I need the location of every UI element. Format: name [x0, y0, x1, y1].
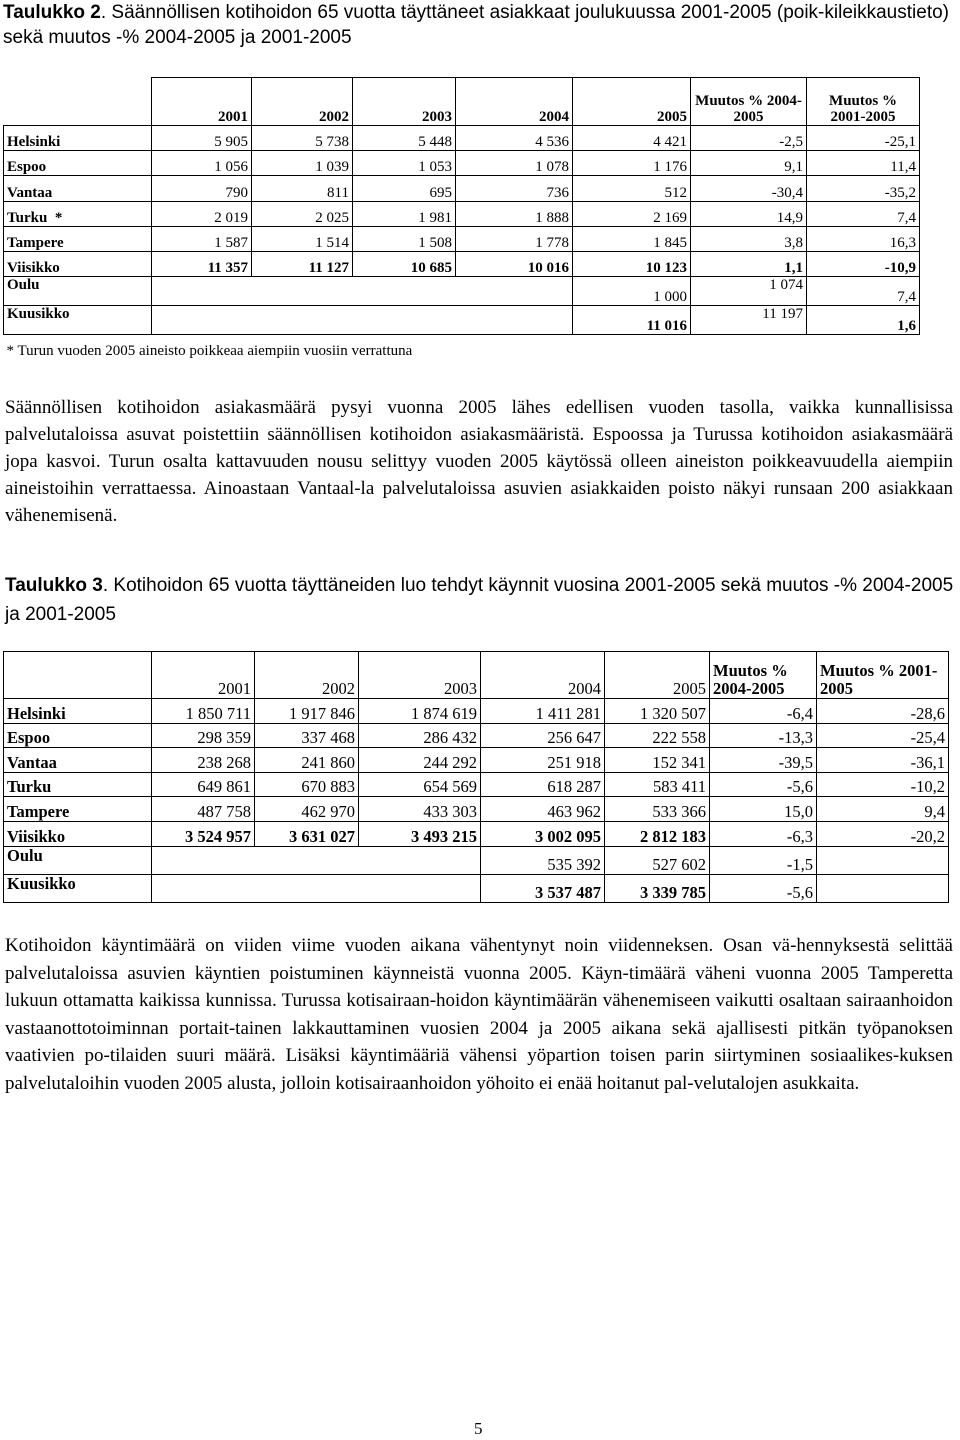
table-row — [4, 251, 920, 276]
cell-empty — [152, 277, 573, 306]
cell: 1 845 — [573, 226, 691, 251]
cell: 2 169 — [573, 201, 691, 226]
cell: 11 127 — [252, 251, 353, 276]
page-number: 5 — [474, 1419, 483, 1438]
table-row — [4, 821, 949, 846]
row-label: Oulu — [4, 277, 152, 306]
cell: 533 366 — [605, 797, 710, 822]
table1-caption-label: Taulukko 2 — [3, 2, 101, 23]
cell: -20,2 — [817, 821, 949, 846]
cell: 222 558 — [605, 723, 710, 748]
table-row — [4, 797, 949, 822]
cell: 618 287 — [481, 772, 605, 797]
cell: 3 493 215 — [359, 821, 481, 846]
cell: -5,6 — [710, 874, 817, 902]
cell: 2 025 — [252, 201, 353, 226]
table2-caption — [5, 571, 955, 629]
table-row — [4, 306, 920, 335]
cell: 1 850 711 — [152, 699, 255, 724]
table1-header-cell: Muutos % 2004-2005 — [691, 78, 807, 126]
table1-header-cell: Muutos % 2001-2005 — [807, 78, 920, 126]
table-row — [4, 699, 949, 724]
row-label: Espoo — [4, 723, 152, 748]
table-row — [4, 226, 920, 251]
cell-empty — [817, 874, 949, 902]
cell: 5 905 — [152, 126, 252, 151]
cell: 1 039 — [252, 151, 353, 176]
cell: 244 292 — [359, 748, 481, 773]
cell: 1 320 507 — [605, 699, 710, 724]
row-label: Vantaa — [4, 748, 152, 773]
cell: 7,4 — [807, 277, 920, 306]
cell: 1 917 846 — [255, 699, 359, 724]
cell: 10 685 — [353, 251, 456, 276]
table-row — [4, 151, 920, 176]
row-label: Oulu — [4, 846, 152, 874]
cell: 512 — [573, 176, 691, 201]
row-label: Tampere — [4, 797, 152, 822]
cell: 11 016 — [573, 306, 691, 335]
cell: -35,2 — [807, 176, 920, 201]
cell: -39,5 — [710, 748, 817, 773]
cell: -6,4 — [710, 699, 817, 724]
cell: 4 421 — [573, 126, 691, 151]
cell: 433 303 — [359, 797, 481, 822]
table1-header-cell: 2005 — [573, 78, 691, 126]
cell: 1 874 619 — [359, 699, 481, 724]
table2-header-row — [4, 652, 949, 699]
cell: 695 — [353, 176, 456, 201]
cell: 11,4 — [807, 151, 920, 176]
cell: 487 758 — [152, 797, 255, 822]
table2-header-cell: Muutos % 2004-2005 — [710, 652, 817, 699]
table-row — [4, 874, 949, 902]
cell: 11 197 — [691, 306, 807, 335]
cell: 4 536 — [456, 126, 573, 151]
row-label: Kuusikko — [4, 306, 152, 335]
cell: -13,3 — [710, 723, 817, 748]
table2-header-cell: 2002 — [255, 652, 359, 699]
cell: -10,9 — [807, 251, 920, 276]
cell: 1 000 — [573, 277, 691, 306]
table-row — [4, 846, 949, 874]
table1-caption-text: . Säännöllisen kotihoidon 65 vuotta täyttäneet asiakkaat joulukuussa 2001-2005 (poik-kileikkaustieto) sekä muutos -% 2004-2005 ja 2001-2005 — [3, 2, 949, 48]
cell: 583 411 — [605, 772, 710, 797]
row-label: Viisikko — [4, 251, 152, 276]
cell: -25,4 — [817, 723, 949, 748]
cell: 670 883 — [255, 772, 359, 797]
row-label: Kuusikko — [4, 874, 152, 902]
cell: 298 359 — [152, 723, 255, 748]
table2-header-cell: 2003 — [359, 652, 481, 699]
table-row — [4, 176, 920, 201]
cell: 2 019 — [152, 201, 252, 226]
cell: 811 — [252, 176, 353, 201]
table-note-row — [4, 335, 920, 360]
cell: -30,4 — [691, 176, 807, 201]
table1-header-cell: 2004 — [456, 78, 573, 126]
cell: -36,1 — [817, 748, 949, 773]
cell: 337 468 — [255, 723, 359, 748]
row-label: Tampere — [4, 226, 152, 251]
cell: 790 — [152, 176, 252, 201]
paragraph-2: Kotihoidon käyntimäärä on viiden viime vuoden aikana vähentynyt noin viidenneksen. Osan vä-hennyksestä selittää palvelutaloissa asuvien käyntien poistuminen käynneistä vuonna 2005. Käyn-timäärä väheni vuonna 2005 Tamperetta lukuun ottamatta kaikissa kunnissa. Turussa kotisairaan-hoidon käyntimäärän vähenemiseen vaikutti osaltaan sairaanhoidon vastaanottotoiminnan portait-tainen lakkauttaminen vuosien 2004 ja 2005 aikana sekä ajallisesti pitkän työpanoksen vaativien po-tilaiden suuri määrä. Lisäksi käyntimääriä vähensi yöpartion toisen parin siirtyminen sosiaalikes-kuksen palvelutaloihin vuoden 2005 alusta, jolloin kotisairaanhoidon yöhoito ei enää hoitanut pal-velutalojen asukkaita. — [5, 935, 953, 1094]
cell: 5 738 — [252, 126, 353, 151]
table2 — [3, 651, 949, 903]
cell: 1 888 — [456, 201, 573, 226]
table2-header-cell: 2001 — [152, 652, 255, 699]
paragraph-1: Säännöllisen kotihoidon asiakasmäärä pysyi vuonna 2005 lähes edellisen vuoden tasolla, vaikka kunnallisissa palvelutaloissa asuvat poistettiin säännöllisen kotihoidon asiakasmääristä. Espoossa ja Turussa kotihoidon asiakasmäärä jopa kasvoi. Turun osalta kattavuuden nousu selittyy vuoden 2005 käytössä olleen aineiston poikkeavuudella aiempiin aineistoihin verrattaessa. Ainoastaan Vantaal-la palvelutaloissa asuvien asiakkaiden poisto näkyi runsaan 200 asiakkaan vähenemisenä. — [5, 397, 953, 526]
table1 — [3, 77, 920, 359]
cell: -1,5 — [710, 846, 817, 874]
cell: 3 631 027 — [255, 821, 359, 846]
cell: 3 524 957 — [152, 821, 255, 846]
cell: 3 339 785 — [605, 874, 710, 902]
cell: 535 392 — [481, 846, 605, 874]
cell: -6,3 — [710, 821, 817, 846]
cell: 649 861 — [152, 772, 255, 797]
cell-empty — [817, 846, 949, 874]
cell: 9,1 — [691, 151, 807, 176]
table1-note: * Turun vuoden 2005 aineisto poikkeaa aiempiin vuosiin verrattuna — [6, 343, 413, 360]
cell: 463 962 — [481, 797, 605, 822]
cell: 1 587 — [152, 226, 252, 251]
cell-empty — [152, 306, 573, 335]
cell: 1 778 — [456, 226, 573, 251]
cell: 1 981 — [353, 201, 456, 226]
table2-caption-text: . Kotihoidon 65 vuotta täyttäneiden luo tehdyt käynnit vuosina 2001-2005 sekä muutos -% 2004-2005 ja 2001-2005 — [5, 575, 954, 625]
cell: 527 602 — [605, 846, 710, 874]
cell: 3 002 095 — [481, 821, 605, 846]
cell: -10,2 — [817, 772, 949, 797]
row-label: Helsinki — [4, 699, 152, 724]
cell: 1 078 — [456, 151, 573, 176]
cell: 16,3 — [807, 226, 920, 251]
row-label: Helsinki — [4, 126, 152, 151]
cell: 286 432 — [359, 723, 481, 748]
cell: 654 569 — [359, 772, 481, 797]
cell: 1 053 — [353, 151, 456, 176]
cell: 152 341 — [605, 748, 710, 773]
table-row — [4, 748, 949, 773]
cell: 9,4 — [817, 797, 949, 822]
table-row — [4, 126, 920, 151]
cell: 736 — [456, 176, 573, 201]
table1-header-cell: 2001 — [152, 78, 252, 126]
cell: 5 448 — [353, 126, 456, 151]
cell: 1,6 — [807, 306, 920, 335]
table1-header-empty — [4, 78, 152, 126]
cell: 1,1 — [691, 251, 807, 276]
cell: -25,1 — [807, 126, 920, 151]
cell: 3 537 487 — [481, 874, 605, 902]
cell: 3,8 — [691, 226, 807, 251]
table2-header-cell: Muutos % 2001-2005 — [817, 652, 949, 699]
table2-caption-label: Taulukko 3 — [5, 575, 103, 596]
row-label: Turku — [4, 772, 152, 797]
table1-header-cell: 2003 — [353, 78, 456, 126]
cell: 14,9 — [691, 201, 807, 226]
table1-caption — [3, 0, 958, 50]
cell: 1 074 — [691, 277, 807, 306]
row-label: Espoo — [4, 151, 152, 176]
cell: 10 016 — [456, 251, 573, 276]
table2-header-cell: 2004 — [481, 652, 605, 699]
table-row — [4, 201, 920, 226]
cell: -5,6 — [710, 772, 817, 797]
cell: 251 918 — [481, 748, 605, 773]
table-row — [4, 723, 949, 748]
row-label: Turku * — [4, 201, 152, 226]
cell: 1 411 281 — [481, 699, 605, 724]
table1-header-row — [4, 78, 920, 126]
cell: 10 123 — [573, 251, 691, 276]
table1-header-cell: 2002 — [252, 78, 353, 126]
table2-header-cell: 2005 — [605, 652, 710, 699]
cell: 11 357 — [152, 251, 252, 276]
cell: 241 860 — [255, 748, 359, 773]
cell: 1 508 — [353, 226, 456, 251]
row-label: Viisikko — [4, 821, 152, 846]
table2-header-empty — [4, 652, 152, 699]
cell: 256 647 — [481, 723, 605, 748]
cell-empty — [152, 846, 481, 874]
cell: -28,6 — [817, 699, 949, 724]
cell: 1 514 — [252, 226, 353, 251]
cell: 15,0 — [710, 797, 817, 822]
cell-empty — [152, 874, 481, 902]
table-row — [4, 772, 949, 797]
cell: 2 812 183 — [605, 821, 710, 846]
table-row — [4, 277, 920, 306]
cell: -2,5 — [691, 126, 807, 151]
cell: 1 176 — [573, 151, 691, 176]
cell: 238 268 — [152, 748, 255, 773]
cell: 1 056 — [152, 151, 252, 176]
cell: 462 970 — [255, 797, 359, 822]
row-label: Vantaa — [4, 176, 152, 201]
cell: 7,4 — [807, 201, 920, 226]
